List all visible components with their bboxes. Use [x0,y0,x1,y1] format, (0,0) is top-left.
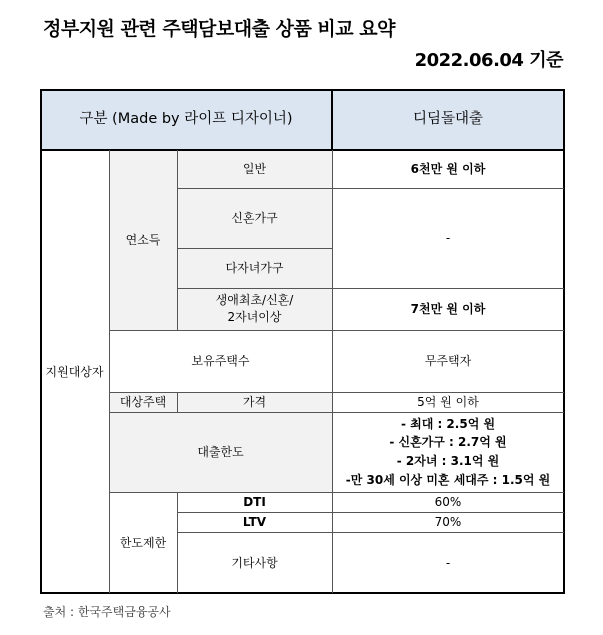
reference-date: 2022.06.04 기준 [414,50,563,71]
etc-value [332,532,564,593]
income-multichild-text: 다자녀가구 [225,261,284,275]
border-header-bottom [40,149,565,151]
vline-subgroup [177,150,178,330]
ltv-value-text: 70% [434,515,462,529]
header-category-label: 구분 (Made by 라이프 디자이너) [79,110,293,127]
header-product-label: 디딤돌대출 [412,110,484,127]
income-general-text: 일반 [242,162,267,176]
loan-limit-value-newlywed: - 신혼가구 : 2.7억 원 [389,435,507,450]
source-note: 출처 : 한국주택금융공사 [43,605,171,619]
hline-dti-end [177,512,564,513]
ltv-value [332,512,564,532]
income-label [109,150,177,330]
limit-restriction-text: 한도제한 [119,535,167,550]
vline-subgroup-price [177,392,178,412]
owned-houses-label [109,330,332,392]
income-general-value-text: 6천만 원 이하 [410,162,486,176]
hline-income-end [109,330,564,331]
price-label [177,392,332,412]
income-general-label [177,150,332,188]
vline-left-group [109,150,110,593]
income-newlywed-multi-value [332,188,564,288]
ltv-text: LTV [242,515,267,529]
price-value [332,392,564,412]
loan-limit-value-two-children: - 2자녀 : 3.1억 원 [396,454,500,468]
hline-owned-end [109,392,564,393]
target-house-text: 대상주택 [119,395,167,409]
border-header-divider [331,89,333,150]
hline-price-end [109,412,564,413]
target-house-label [109,392,177,412]
loan-limit-values [332,412,564,492]
etc-value-text: - [445,555,451,570]
dti-label [177,492,332,512]
hline-loan-end [109,492,564,493]
price-value-text: 5억 원 이하 [417,395,479,409]
header-category [40,89,332,150]
owned-houses-text: 보유주택수 [191,354,250,368]
document-title: 정부지원 관련 주택담보대출 상품 비교 요약 [43,18,395,40]
border-right [563,89,565,594]
vline-subgroup-limits [177,492,178,593]
header-product [332,89,564,150]
hline-general [177,188,564,189]
income-firsttime-value [332,288,564,330]
border-left [40,89,42,594]
border-top [40,89,565,91]
etc-label [177,532,332,593]
income-firsttime-line1: 생애최초/신혼/ [215,292,294,307]
owned-houses-value [332,330,564,392]
support-target-label [40,150,109,593]
loan-limit-label [109,412,332,492]
etc-text: 기타사항 [231,555,278,570]
income-firsttime-value-text: 7천만 원 이하 [410,302,486,316]
income-newlywed-label [177,188,332,248]
dti-text: DTI [243,495,266,509]
hline-newlywed [177,248,332,249]
hline-multichild [177,288,564,289]
border-bottom [40,592,565,594]
income-multichild-label [177,248,332,288]
income-general-value [332,150,564,188]
owned-houses-value-text: 무주택자 [424,354,472,368]
income-firsttime-line2: 2자녀이상 [227,310,282,324]
dti-value [332,492,564,512]
income-text: 연소득 [125,233,161,247]
income-firsttime-label [177,288,332,330]
vline-value [332,150,333,593]
income-newlywed-multi-value-text: - [445,231,451,245]
dti-value-text: 60% [434,495,462,509]
ltv-label [177,512,332,532]
limit-restriction-label [109,492,177,593]
hline-ltv-end [177,532,564,533]
loan-limit-value-max: - 최대 : 2.5억 원 [400,416,496,431]
support-target-text: 지원대상자 [45,364,104,379]
loan-limit-value-single: -만 30세 이상 미혼 세대주 : 1.5억 원 [345,472,551,487]
income-newlywed-text: 신혼가구 [231,211,278,225]
loan-limit-text: 대출한도 [197,445,244,459]
price-text: 가격 [242,395,267,409]
